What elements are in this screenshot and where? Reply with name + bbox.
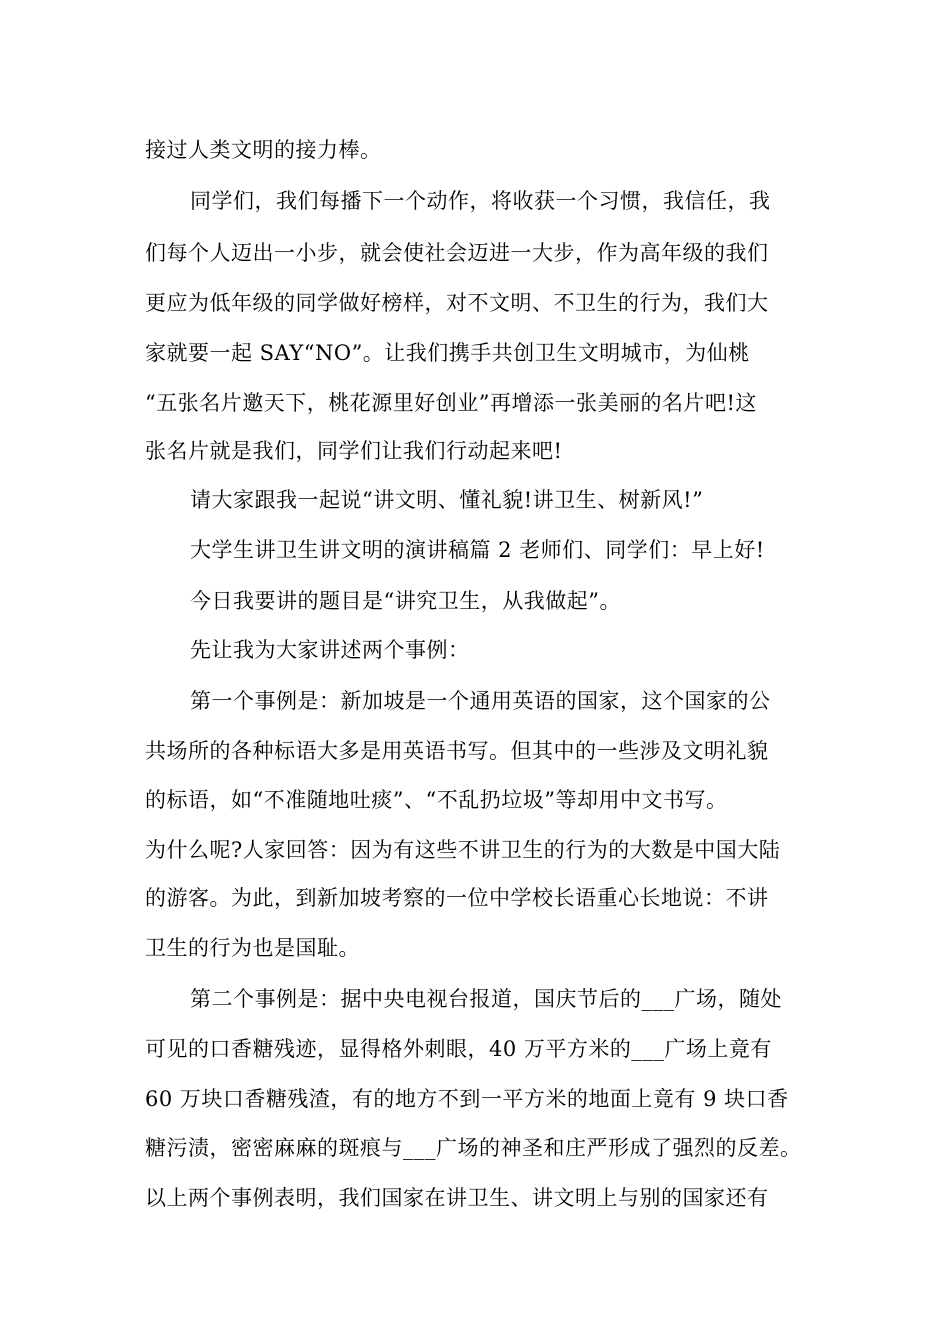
text-line: 更应为低年级的同学做好榜样，对不文明、不卫生的行为，我们大 [145, 291, 769, 315]
text-line: 请大家跟我一起说“讲文明、懂礼貌!讲卫生、树新风!” [190, 488, 704, 512]
text-line: 第一个事例是：新加坡是一个通用英语的国家，这个国家的公 [190, 689, 771, 713]
text-line: 张名片就是我们，同学们让我们行动起来吧! [145, 439, 563, 463]
text-line: 卫生的行为也是国耻。 [145, 936, 360, 960]
text-line: 糖污渍，密密麻麻的斑痕与___广场的神圣和庄严形成了强烈的反差。 [145, 1136, 802, 1160]
text-line: 第二个事例是：据中央电视台报道，国庆节后的___广场，随处 [190, 987, 782, 1011]
text-line: 大学生讲卫生讲文明的演讲稿篇 2 老师们、同学们：早上好! [190, 538, 765, 562]
text-line: 先让我为大家讲述两个事例： [190, 638, 470, 662]
text-line: 可见的口香糖残迹，显得格外刺眼，40 万平方米的___广场上竟有 [145, 1037, 772, 1061]
text-line: 为什么呢?人家回答：因为有这些不讲卫生的行为的大数是中国大陆 [145, 838, 781, 862]
text-line: 今日我要讲的题目是“讲究卫生，从我做起”。 [190, 589, 621, 613]
text-line: 家就要一起 SAY“NO”。让我们携手共创卫生文明城市，为仙桃 [145, 341, 750, 365]
text-line: 的标语，如“不准随地吐痰”、“不乱扔垃圾”等却用中文书写。 [145, 788, 728, 812]
text-line: 接过人类文明的接力棒。 [145, 138, 382, 162]
text-line: 以上两个事例表明，我们国家在讲卫生、讲文明上与别的国家还有 [145, 1186, 769, 1210]
text-line: 们每个人迈出一小步，就会使社会迈进一大步，作为高年级的我们 [145, 241, 769, 265]
text-line: 的游客。为此，到新加坡考察的一位中学校长语重心长地说：不讲 [145, 886, 769, 910]
text-line: 共场所的各种标语大多是用英语书写。但其中的一些涉及文明礼貌 [145, 739, 769, 763]
text-line: 同学们，我们每播下一个动作，将收获一个习惯，我信任，我 [190, 189, 771, 213]
text-line: 60 万块口香糖残渣，有的地方不到一平方米的地面上竟有 9 块口香 [145, 1087, 789, 1111]
text-line: “五张名片邀天下，桃花源里好创业”再增添一张美丽的名片吧!这 [145, 391, 757, 415]
